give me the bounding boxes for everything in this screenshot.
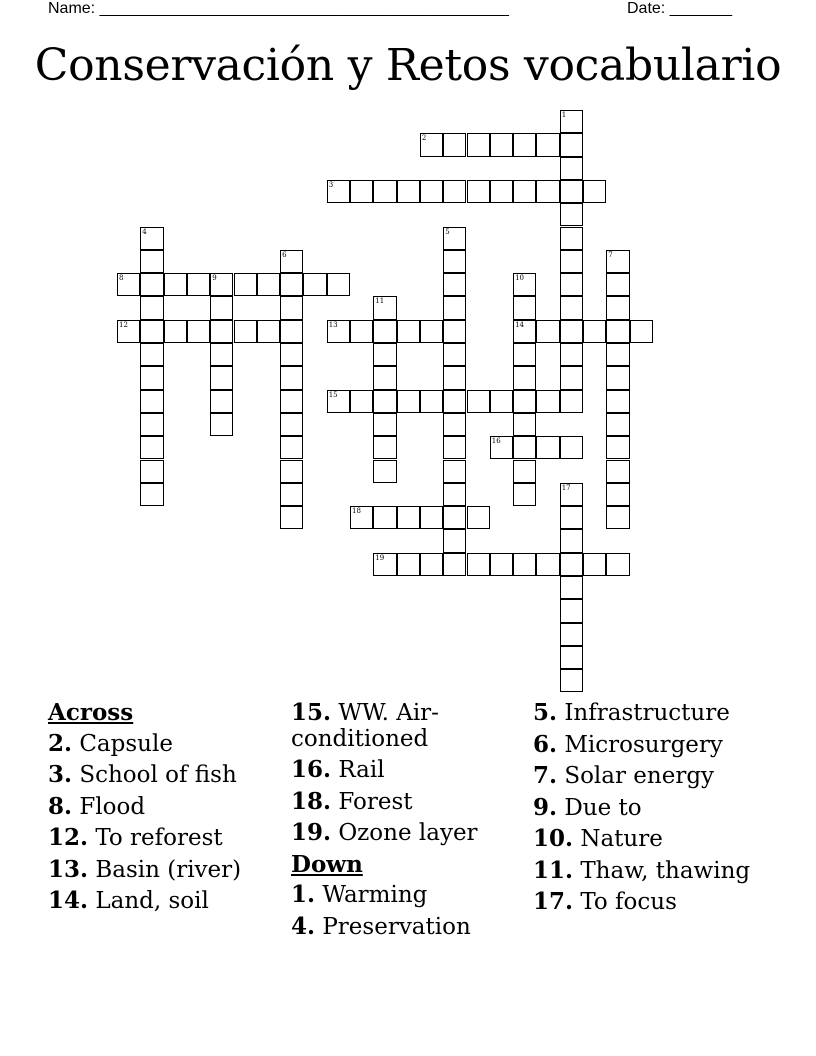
clue-item-text: Preservation [315, 913, 471, 940]
crossword-cell[interactable] [373, 296, 396, 319]
crossword-cell[interactable] [443, 553, 466, 576]
crossword-cell[interactable] [257, 273, 280, 296]
crossword-cell[interactable] [583, 320, 606, 343]
crossword-cell[interactable] [210, 273, 233, 296]
crossword-cell[interactable] [513, 320, 536, 343]
crossword-cell[interactable] [560, 669, 583, 692]
crossword-cell[interactable] [420, 553, 443, 576]
crossword-cell[interactable] [443, 436, 466, 459]
clue-item-text: To focus [573, 889, 677, 915]
crossword-cell[interactable] [280, 296, 303, 319]
clue-number: 2 [421, 134, 427, 143]
crossword-cell[interactable] [420, 390, 443, 413]
crossword-cell[interactable] [513, 413, 536, 436]
crossword-cell[interactable] [536, 553, 559, 576]
crossword-cell[interactable] [560, 203, 583, 226]
crossword-cell[interactable] [210, 366, 233, 389]
clue-item [48, 794, 278, 821]
crossword-cell[interactable] [350, 180, 373, 203]
crossword-cell[interactable] [280, 483, 303, 506]
clue-column-3 [533, 700, 773, 921]
clue-number: 4 [142, 227, 147, 236]
crossword-cell[interactable] [560, 110, 583, 133]
crossword-cell[interactable] [513, 343, 536, 366]
clue-item-text: Land, soil [88, 888, 209, 914]
crossword-cell[interactable] [583, 553, 606, 576]
crossword-cell[interactable] [373, 320, 396, 343]
date-field[interactable]: Date: _______ [627, 0, 732, 17]
clue-item-text: Thaw, thawing [573, 857, 751, 884]
crossword-cell[interactable] [210, 296, 233, 319]
crossword-cell[interactable] [467, 506, 490, 529]
crossword-cell[interactable] [443, 133, 466, 156]
crossword-cell[interactable] [373, 553, 396, 576]
crossword-cell[interactable] [164, 320, 187, 343]
crossword-cell[interactable] [350, 506, 373, 529]
crossword-cell[interactable] [513, 390, 536, 413]
crossword-cell[interactable] [117, 273, 140, 296]
crossword-cell[interactable] [443, 529, 466, 552]
clue-item [48, 857, 278, 884]
crossword-cell[interactable] [560, 343, 583, 366]
crossword-cell[interactable] [606, 436, 629, 459]
crossword-cell[interactable] [560, 529, 583, 552]
crossword-cell[interactable] [560, 390, 583, 413]
clue-item [48, 888, 278, 915]
crossword-cell[interactable] [397, 180, 420, 203]
crossword-cell[interactable] [140, 366, 163, 389]
crossword-cell[interactable] [606, 273, 629, 296]
clue-item-number: 16. [291, 756, 332, 783]
crossword-cell[interactable] [397, 553, 420, 576]
crossword-cell[interactable] [513, 296, 536, 319]
crossword-cell[interactable] [327, 320, 350, 343]
clue-number: 10 [515, 274, 525, 283]
crossword-cell[interactable] [420, 180, 443, 203]
crossword-cell[interactable] [513, 366, 536, 389]
crossword-cell[interactable] [606, 390, 629, 413]
crossword-cell[interactable] [560, 623, 583, 646]
clue-item-number: 1. [291, 881, 316, 908]
crossword-cell[interactable] [536, 320, 559, 343]
crossword-cell[interactable] [606, 460, 629, 483]
crossword-cell[interactable] [443, 506, 466, 529]
clue-item-text: Microsurgery [557, 731, 723, 758]
crossword-cell[interactable] [280, 436, 303, 459]
crossword-cell[interactable] [140, 343, 163, 366]
crossword-cell[interactable] [140, 320, 163, 343]
clue-item-number: 12. [48, 824, 89, 851]
crossword-cell[interactable] [513, 553, 536, 576]
crossword-cell[interactable] [280, 343, 303, 366]
crossword-cell[interactable] [327, 180, 350, 203]
clue-item-text: Nature [573, 826, 663, 852]
clue-item-text: WW. Air-conditioned [291, 700, 439, 752]
crossword-cell[interactable] [560, 250, 583, 273]
crossword-cell[interactable] [443, 390, 466, 413]
crossword-cell[interactable] [443, 413, 466, 436]
clue-item-text: Basin (river) [88, 856, 242, 883]
clue-number: 3 [328, 180, 334, 189]
crossword-cell[interactable] [280, 320, 303, 343]
clue-number: 15 [328, 390, 338, 399]
clue-item [48, 825, 278, 852]
crossword-cell[interactable] [513, 133, 536, 156]
crossword-cell[interactable] [606, 343, 629, 366]
crossword-cell[interactable] [373, 390, 396, 413]
across-heading: Across [48, 699, 134, 726]
crossword-cell[interactable] [443, 460, 466, 483]
crossword-cell[interactable] [373, 343, 396, 366]
clue-item-text: Infrastructure [557, 700, 730, 726]
clue-item-number: 19. [291, 819, 332, 846]
crossword-cell[interactable] [443, 483, 466, 506]
clue-number: 6 [282, 250, 287, 259]
crossword-cell[interactable] [210, 413, 233, 436]
crossword-cell[interactable] [187, 320, 210, 343]
clue-item [291, 820, 521, 847]
crossword-cell[interactable] [140, 413, 163, 436]
crossword-cell[interactable] [280, 366, 303, 389]
crossword-cell[interactable] [560, 227, 583, 250]
clue-item-text: Due to [557, 794, 642, 821]
crossword-cell[interactable] [490, 553, 513, 576]
crossword-cell[interactable] [140, 227, 163, 250]
crossword-cell[interactable] [373, 460, 396, 483]
crossword-cell[interactable] [560, 133, 583, 156]
clue-item-number: 9. [533, 793, 558, 821]
clue-item [533, 732, 773, 759]
clue-item [533, 826, 773, 853]
crossword-cell[interactable] [467, 553, 490, 576]
crossword-cell[interactable] [490, 180, 513, 203]
clue-item-number: 18. [291, 787, 332, 815]
crossword-cell[interactable] [560, 506, 583, 529]
clue-item [533, 700, 773, 727]
crossword-cell[interactable] [140, 436, 163, 459]
crossword-cell[interactable] [280, 273, 303, 296]
crossword-cell[interactable] [234, 320, 257, 343]
crossword-cell[interactable] [536, 180, 559, 203]
crossword-cell[interactable] [443, 250, 466, 273]
clue-number: 19 [375, 553, 385, 562]
clue-item-text: School of fish [72, 762, 237, 788]
crossword-cell[interactable] [397, 390, 420, 413]
crossword-cell[interactable] [350, 320, 373, 343]
clue-item-text: To reforest [88, 825, 223, 851]
clue-column-2 [291, 700, 521, 945]
clue-item-number: 3. [48, 761, 73, 788]
clue-number: 17 [561, 483, 571, 492]
clue-item [533, 858, 773, 885]
clue-item-text: Capsule [72, 730, 173, 757]
crossword-cell[interactable] [187, 273, 210, 296]
crossword-cell[interactable] [560, 296, 583, 319]
clue-number: 9 [212, 274, 217, 283]
crossword-cell[interactable] [560, 157, 583, 180]
clue-number: 13 [328, 320, 338, 329]
crossword-cell[interactable] [117, 320, 140, 343]
crossword-cell[interactable] [443, 273, 466, 296]
crossword-cell[interactable] [210, 343, 233, 366]
crossword-cell[interactable] [490, 133, 513, 156]
crossword-cell[interactable] [467, 133, 490, 156]
crossword-cell[interactable] [536, 390, 559, 413]
name-field[interactable]: Name: ______________________________________________ [48, 0, 509, 17]
crossword-cell[interactable] [420, 320, 443, 343]
down-heading: Down [291, 850, 363, 878]
crossword-cell[interactable] [560, 553, 583, 576]
crossword-cell[interactable] [140, 483, 163, 506]
clue-item-number: 2. [48, 729, 73, 757]
clue-item-number: 6. [533, 730, 558, 758]
clue-item-number: 11. [533, 856, 574, 884]
crossword-cell[interactable] [606, 413, 629, 436]
crossword-cell[interactable] [210, 390, 233, 413]
clue-item-number: 8. [48, 792, 73, 820]
crossword-cell[interactable] [606, 483, 629, 506]
crossword-cell[interactable] [140, 296, 163, 319]
clue-item-number: 5. [533, 699, 558, 726]
crossword-cell[interactable] [560, 180, 583, 203]
clue-number: 18 [352, 507, 361, 516]
crossword-cell[interactable] [420, 506, 443, 529]
crossword-cell[interactable] [443, 366, 466, 389]
crossword-cell[interactable] [560, 366, 583, 389]
crossword-cell[interactable] [210, 320, 233, 343]
clue-item-text: Rail [331, 757, 385, 783]
crossword-cell[interactable] [513, 460, 536, 483]
crossword-cell[interactable] [490, 436, 513, 459]
crossword-cell[interactable] [420, 133, 443, 156]
clue-item [533, 795, 773, 822]
clue-item-text: Forest [331, 788, 413, 815]
clue-item [533, 763, 773, 790]
crossword-cell[interactable] [373, 436, 396, 459]
crossword-cell[interactable] [443, 343, 466, 366]
clue-item-number: 14. [48, 887, 89, 914]
crossword-cell[interactable] [513, 180, 536, 203]
crossword-cell[interactable] [164, 273, 187, 296]
crossword-cell[interactable] [606, 296, 629, 319]
clue-number: 14 [515, 320, 525, 329]
crossword-cell[interactable] [234, 273, 257, 296]
clue-number: 8 [119, 274, 124, 283]
clue-item [291, 757, 521, 784]
crossword-cell[interactable] [513, 273, 536, 296]
crossword-cell[interactable] [443, 320, 466, 343]
crossword-cell[interactable] [373, 180, 396, 203]
crossword-cell[interactable] [467, 390, 490, 413]
clue-number: 16 [491, 437, 501, 446]
crossword-cell[interactable] [140, 273, 163, 296]
crossword-cell[interactable] [327, 273, 350, 296]
crossword-cell[interactable] [536, 436, 559, 459]
clue-item-number: 13. [48, 855, 89, 883]
clue-column-1 [48, 700, 278, 920]
crossword-cell[interactable] [397, 506, 420, 529]
crossword-cell[interactable] [606, 553, 629, 576]
clue-item [291, 700, 521, 752]
crossword-cell[interactable] [606, 320, 629, 343]
crossword-cell[interactable] [467, 180, 490, 203]
clue-item-number: 4. [291, 912, 316, 940]
clue-number: 5 [445, 227, 450, 236]
clue-item-text: Solar energy [557, 763, 715, 789]
crossword-cell[interactable] [560, 646, 583, 669]
clue-item-text: Warming [315, 882, 428, 908]
clue-number: 11 [375, 297, 385, 306]
crossword-cell[interactable] [490, 390, 513, 413]
crossword-cell[interactable] [280, 460, 303, 483]
clue-number: 7 [608, 250, 613, 259]
crossword-cell[interactable] [583, 180, 606, 203]
clue-item [48, 731, 278, 758]
crossword-cell[interactable] [397, 320, 420, 343]
crossword-cell[interactable] [606, 366, 629, 389]
clue-number: 12 [119, 320, 128, 329]
clue-item [533, 889, 773, 916]
crossword-cell[interactable] [443, 227, 466, 250]
crossword-cell[interactable] [560, 436, 583, 459]
clue-item-number: 15. [291, 699, 332, 726]
clue-item-number: 17. [533, 888, 574, 915]
crossword-cell[interactable] [140, 460, 163, 483]
crossword-cell[interactable] [630, 320, 653, 343]
crossword-cell[interactable] [560, 599, 583, 622]
crossword-cell[interactable] [536, 133, 559, 156]
crossword-cell[interactable] [373, 366, 396, 389]
crossword-cell[interactable] [560, 320, 583, 343]
clue-number: 1 [561, 111, 567, 119]
crossword-cell[interactable] [373, 413, 396, 436]
crossword-cell[interactable] [560, 576, 583, 599]
page-title: Conservación y Retos vocabulario [34, 40, 782, 91]
crossword-cell[interactable] [373, 506, 396, 529]
clue-item-text: Flood [72, 793, 146, 820]
crossword-cell[interactable] [303, 273, 326, 296]
crossword-cell[interactable] [560, 273, 583, 296]
clue-item-number: 10. [533, 825, 574, 852]
crossword-cell[interactable] [513, 436, 536, 459]
crossword-cell[interactable] [280, 390, 303, 413]
crossword-cell[interactable] [257, 320, 280, 343]
crossword-cell[interactable] [606, 250, 629, 273]
crossword-cell[interactable] [280, 250, 303, 273]
clue-item-text: Ozone layer [331, 820, 478, 846]
crossword-cell[interactable] [513, 483, 536, 506]
crossword-cell[interactable] [140, 390, 163, 413]
crossword-cell[interactable] [443, 180, 466, 203]
crossword-cell[interactable] [280, 506, 303, 529]
crossword-cell[interactable] [443, 296, 466, 319]
crossword-cell[interactable] [140, 250, 163, 273]
crossword-cell[interactable] [560, 483, 583, 506]
clue-item [291, 789, 521, 816]
crossword-cell[interactable] [327, 390, 350, 413]
crossword-cell[interactable] [280, 413, 303, 436]
clue-item-number: 7. [533, 762, 558, 789]
crossword-cell[interactable] [350, 390, 373, 413]
clue-item [48, 762, 278, 789]
clue-item [291, 882, 521, 909]
clue-item [291, 914, 521, 941]
crossword-cell[interactable] [606, 506, 629, 529]
